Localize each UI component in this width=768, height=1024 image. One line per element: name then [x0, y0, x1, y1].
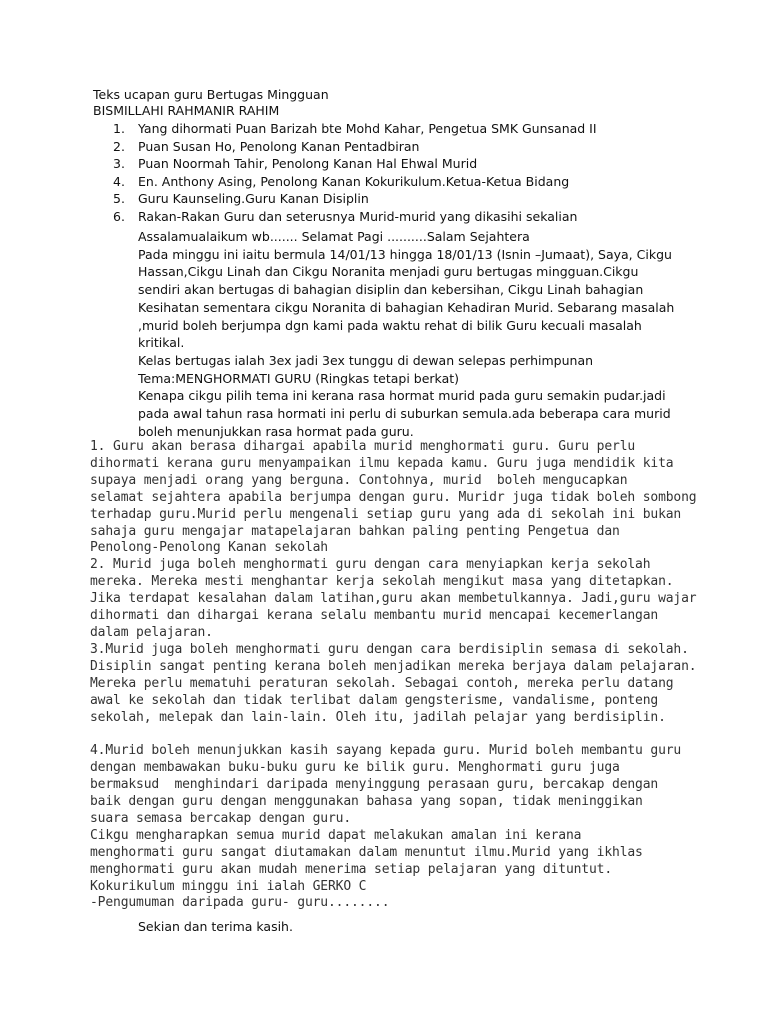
body-line: Assalamualaikum wb....... Selamat Pagi ..........Salam Sejahtera — [138, 229, 530, 244]
body-line: Tema:MENGHORMATI GURU (Ringkas tetapi berkat) — [138, 370, 460, 386]
speech-line: supaya menjadi orang yang berguna. Contohnya, murid boleh mengucapkan — [90, 472, 628, 488]
body-line: kritikal. — [138, 335, 185, 351]
speech-line: dihormati kerana guru menyampaikan ilmu kepada kamu. Guru juga mendidik kita — [90, 455, 674, 471]
body-line: ,murid boleh berjumpa dgn kami pada waktu rehat di bilik Guru kecuali masalah — [138, 317, 642, 333]
speech-line: 1. Guru akan berasa dihargai apabila murid menghormati guru. Guru perlu — [90, 439, 636, 454]
greeting-list — [93, 120, 693, 226]
speech-line: -Pengumuman daripada guru- guru........ — [90, 895, 390, 911]
greeting-list-item — [93, 208, 693, 226]
list-text: Puan Noormah Tahir, Penolong Kanan Hal Ehwal Murid — [138, 156, 478, 172]
speech-line: baik dengan guru dengan menggunakan bahasa yang sopan, tidak meninggikan — [90, 794, 643, 810]
body-line: Kesihatan sementara cikgu Noranita di bahagian Kehadiran Murid. Sebarang masalah — [138, 299, 675, 315]
speech-line: 4.Murid boleh menunjukkan kasih sayang kepada guru. Murid boleh membantu guru — [90, 743, 682, 759]
speech-line: suara semasa bercakap dengan guru. — [90, 810, 352, 826]
speech-line: dalam pelajaran. — [90, 624, 213, 640]
list-number: 5. — [113, 191, 125, 207]
speech-line: dihormati dan dihargai kerana selalu membantu murid mencapai kecemerlangan — [90, 608, 659, 624]
speech-line: bermaksud menghindari daripada menyinggung perasaan guru, bercakap dengan — [90, 777, 659, 793]
document-title: Teks ucapan guru Bertugas Mingguan — [93, 87, 329, 102]
greeting-list-item — [93, 138, 693, 156]
body-line: pada awal tahun rasa hormati ini perlu di suburkan semula.ada beberapa cara murid — [138, 406, 671, 422]
speech-line: awal ke sekolah dan tidak terlibat dalam gengsterisme, vandalisme, ponteng — [90, 692, 659, 708]
body-line: boleh menunjukkan rasa hormat pada guru. — [138, 423, 414, 439]
speech-line: menghormati guru sangat diutamakan dalam menuntut ilmu.Murid yang ikhlas — [90, 844, 643, 860]
list-text: Rakan-Rakan Guru dan seterusnya Murid-murid yang dikasihi sekalian — [138, 208, 578, 224]
speech-line: sahaja guru mengajar matapelajaran bahkan paling penting Pengetua dan — [90, 523, 620, 539]
speech-line: dengan membawakan buku-buku guru ke bilik guru. Menghormati guru juga — [90, 760, 620, 776]
speech-line: Penolong-Penolong Kanan sekolah — [90, 540, 328, 556]
greeting-list-item — [93, 155, 693, 173]
speech-line: mereka. Mereka mesti menghantar kerja sekolah mengikut masa yang ditetapkan. — [90, 574, 674, 590]
speech-line: Cikgu mengharapkan semua murid dapat melakukan amalan ini kerana — [90, 827, 582, 843]
body-line: Kelas bertugas ialah 3ex jadi 3ex tunggu di dewan selepas perhimpunan — [138, 352, 594, 368]
greeting-list-item — [93, 120, 693, 138]
body-line: sendiri akan bertugas di bahagian disiplin dan kebersihan, Cikgu Linah bahagian — [138, 282, 644, 298]
speech-line: selamat sejahtera apabila berjumpa dengan guru. Muridr juga tidak boleh sombong — [90, 489, 697, 505]
list-text: En. Anthony Asing, Penolong Kanan Kokurikulum.Ketua-Ketua Bidang — [138, 173, 570, 189]
body-line: Hassan,Cikgu Linah dan Cikgu Noranita menjadi guru bertugas mingguan.Cikgu — [138, 264, 639, 280]
greeting-list-item — [93, 190, 693, 208]
list-text: Puan Susan Ho, Penolong Kanan Pentadbiran — [138, 138, 420, 154]
speech-points — [90, 439, 710, 912]
speech-line: Kokurikulum minggu ini ialah GERKO C — [90, 878, 367, 894]
speech-line: 3.Murid juga boleh menghormati guru dengan cara berdisiplin semasa di sekolah. — [90, 641, 689, 657]
speech-line: terhadap guru.Murid perlu mengenali setiap guru yang ada di sekolah ini bukan — [90, 506, 682, 522]
speech-line: 2. Murid juga boleh menghormati guru dengan cara menyiapkan kerja sekolah — [90, 557, 651, 573]
speech-line: sekolah, melepak dan lain-lain. Oleh itu, jadilah pelajar yang berdisiplin. — [90, 709, 666, 725]
announcement-body — [138, 228, 698, 440]
list-number: 4. — [113, 173, 125, 189]
list-text: Yang dihormati Puan Barizah bte Mohd Kahar, Pengetua SMK Gunsanad II — [138, 121, 597, 136]
list-number: 3. — [113, 156, 125, 172]
list-number: 2. — [113, 138, 125, 154]
speech-line: Jika terdapat kesalahan dalam latihan,guru akan membetulkannya. Jadi,guru wajar — [90, 591, 697, 607]
greeting-list-item — [93, 173, 693, 191]
body-line: Pada minggu ini iaitu bermula 14/01/13 hingga 18/01/13 (Isnin –Jumaat), Saya, Cikgu — [138, 246, 672, 262]
document-subtitle: BISMILLAHI RAHMANIR RAHIM — [93, 103, 280, 118]
paragraph-gap — [90, 726, 710, 743]
closing-line: Sekian dan terima kasih. — [138, 919, 293, 934]
speech-line: Disiplin sangat penting kerana boleh menjadikan mereka berjaya dalam pelajaran. — [90, 658, 697, 674]
speech-line: Mereka perlu mematuhi peraturan sekolah. Sebagai contoh, mereka perlu datang — [90, 675, 674, 691]
list-number: 6. — [113, 208, 125, 224]
speech-line: menghormati guru akan mudah menerima setiap pelajaran yang dituntut. — [90, 861, 613, 877]
list-number: 1. — [113, 121, 125, 136]
body-line: Kenapa cikgu pilih tema ini kerana rasa hormat murid pada guru semakin pudar.jadi — [138, 388, 666, 404]
list-text: Guru Kaunseling.Guru Kanan Disiplin — [138, 191, 369, 207]
